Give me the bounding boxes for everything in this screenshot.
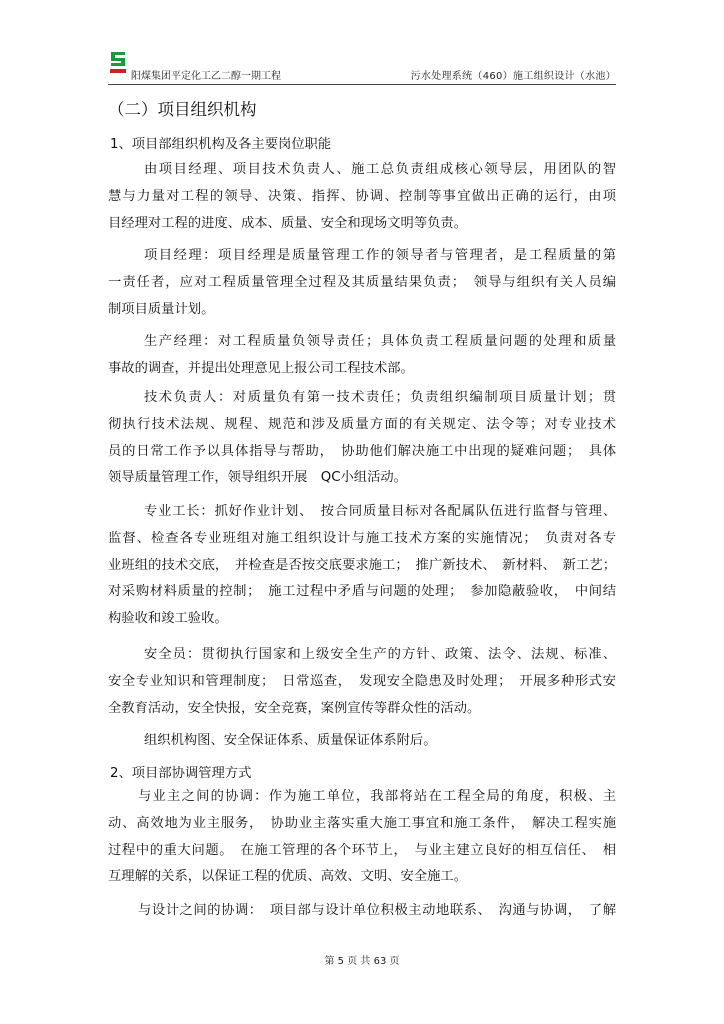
page-header — [108, 50, 616, 84]
paragraph-appendix-note — [108, 728, 616, 755]
paragraph-project-manager — [108, 243, 616, 323]
text-line: 构验收和竣工验收。 — [108, 611, 228, 627]
subheading-2: 2、项目部协调管理方式 — [110, 766, 252, 781]
paragraph-foreman — [108, 499, 616, 633]
paragraph-safety-officer — [108, 642, 616, 722]
text-line: 专业工长：抓好作业计划、 按合同质量目标对各配属队伍进行监督与管理、 — [144, 504, 616, 519]
text-line: 与设计之间的协调： 项目部与设计单位积极主动地联系、 沟通与协调， 了解 — [138, 903, 616, 918]
text-line: 业班组的技术交底， 并检查是否按交底要求施工； 推广新技术、 新材料、 新工艺； — [108, 557, 616, 573]
text-line: 动、高效地为业主服务， 协助业主落实重大施工事宜和施工条件， 解决工程实施 — [108, 815, 616, 831]
header-divider — [108, 84, 616, 85]
text-line: 组织机构图、安全保证体系、质量保证体系附后。 — [144, 733, 437, 748]
document-title: 污水处理系统（460）施工组织设计（水池） — [410, 71, 616, 82]
text-line: 目经理对工程的进度、成本、质量、安全和现场文明等负责。 — [108, 215, 468, 231]
text-line: 彻执行技术法规、规程、规范和涉及质量方面的有关规定、法令等；对专业技术 — [108, 416, 616, 432]
text-line: 安全专业知识和管理制度； 日常巡查， 发现安全隐患及时处理； 开展多种形式安 — [108, 673, 616, 689]
text-line: 过程中的重大问题。 在施工管理的各个环节上， 与业主建立良好的相互信任、 相 — [108, 842, 616, 858]
text-line: 领导质量管理工作，领导组织开展 QC小组活动。 — [108, 470, 407, 486]
subheading-1: 1、项目部组织机构及各主要岗位职能 — [110, 137, 332, 152]
text-line: 对采购材料质量的控制； 施工过程中矛盾与问题的处理； 参加隐蔽验收， 中间结 — [108, 584, 616, 600]
text-line: 项目经理：项目经理是质量管理工作的领导者与管理者，是工程质量的第 — [144, 248, 616, 263]
text-line: 互理解的关系，以保证工程的优质、高效、文明、安全施工。 — [108, 869, 468, 885]
text-line: 全教育活动，安全快报，安全竞赛，案例宣传等群众性的活动。 — [108, 700, 481, 716]
page-number: 第 5 页 共 63 页 — [324, 956, 400, 967]
text-line: 技术负责人：对质量负有第一技术责任；负责组织编制项目质量计划；贯 — [144, 390, 616, 405]
text-line: 制项目质量计划。 — [108, 301, 215, 317]
paragraph-core-leadership — [108, 157, 616, 237]
logo-text-band — [110, 69, 126, 73]
paragraph-technical-lead — [108, 385, 616, 492]
paragraph-owner-coordination — [108, 784, 616, 891]
text-line: 员的日常工作予以具体指导与帮助， 协助他们解决施工中出现的疑难问题； 具体 — [108, 443, 616, 459]
text-line: 一责任者，应对工程质量管理全过程及其质量结果负责； 领导与组织有关人员编 — [108, 274, 616, 290]
section-title: （二）项目组织机构 — [108, 100, 257, 119]
text-line: 安全员：贯彻执行国家和上级安全生产的方针、政策、法令、法规、标准、 — [144, 647, 616, 662]
paragraph-production-manager — [108, 329, 616, 383]
text-line: 与业主之间的协调：作为施工单位，我部将站在工程全局的角度，积极、主 — [138, 789, 616, 804]
text-line: 由项目经理、项目技术负责人、施工总负责组成核心领导层，用团队的智 — [144, 162, 616, 177]
text-line: 事故的调查，并提出处理意见上报公司工程技术部。 — [108, 360, 414, 376]
text-line: 慧与力量对工程的领导、决策、指挥、协调、控制等事宜做出正确的运行，由项 — [108, 188, 616, 204]
text-line: 监督、检查各专业班组对施工组织设计与施工技术方案的实施情况； 负责对各专 — [108, 530, 616, 546]
project-name: 阳煤集团平定化工乙二醇一期工程 — [131, 71, 281, 82]
text-line: 生产经理：对工程质量负领导责任；具体负责工程质量问题的处理和质量 — [144, 334, 616, 349]
company-logo — [108, 50, 128, 74]
paragraph-design-coordination — [108, 898, 616, 925]
